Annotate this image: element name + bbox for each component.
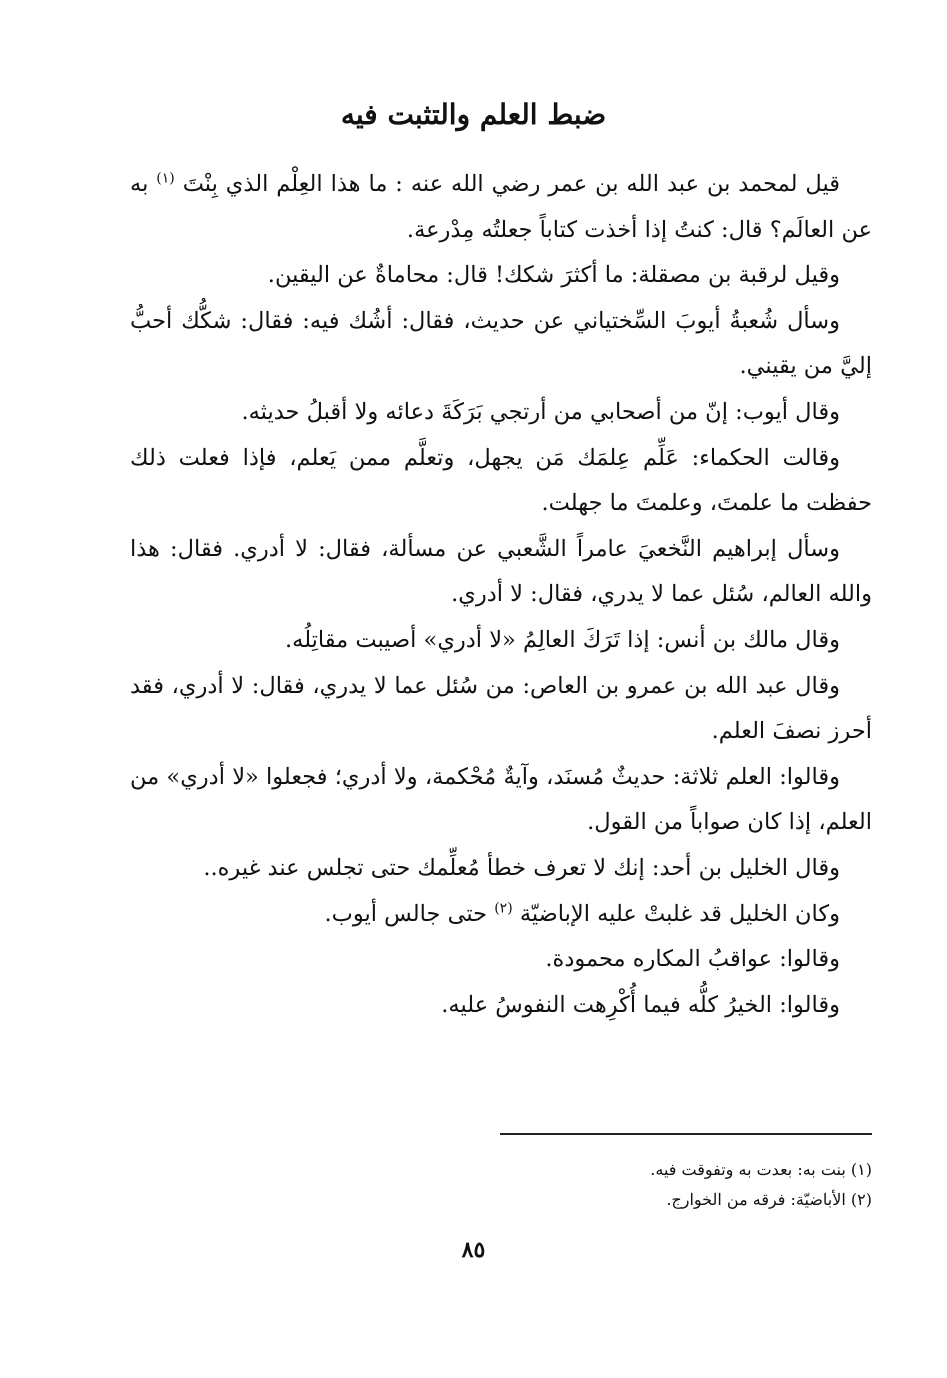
paragraph: وقال مالك بن أنس: إذا تَرَكَ العالِمُ «لا أدري» أصيبت مقاتِلُه.	[285, 626, 840, 653]
paragraph: وقال أيوب: إنّ من أصحابي من أرتجي بَرَكَةَ دعائه ولا أقبلُ حديثه.	[241, 398, 840, 425]
footnote-divider	[500, 1133, 872, 1135]
footnotes	[130, 1155, 872, 1215]
paragraph-text: حتى جالس أيوب.	[324, 900, 488, 927]
paragraph: وقال عبد الله بن عمرو بن العاص: من سُئل عما لا يدري، فقال: لا أدري، فقد أحرز نصفَ العلم.	[130, 672, 872, 745]
paragraph: وقالوا: الخيرُ كلُّه فيما أُكْرِهت النفوسُ عليه.	[441, 991, 840, 1018]
footnote: (٢) الأباضيّة: فرقه من الخوارج.	[666, 1190, 872, 1209]
paragraph-text: به عن العالَم؟ قال: كنتُ إذا أخذت كتاباً جعلتُه مِدْرعة.	[130, 171, 872, 243]
paragraph-text: وكان الخليل قد غلبتْ عليه الإباضيّة	[519, 900, 840, 927]
paragraph: وسأل شُعبةُ أيوبَ السِّختياني عن حديث، فقال: أشُك فيه: فقال: شكُّك أحبُّ إليَّ من يقيني.	[130, 307, 872, 380]
paragraph	[130, 892, 872, 938]
paragraph: وقالوا: العلم ثلاثة: حديثٌ مُسنَد، وآيةٌ مُحْكمة، ولا أدري؛ فجعلوا «لا أدري» من العلم، إذا كان صواباً من القول.	[130, 763, 872, 836]
footnote-marker: (٢)	[494, 900, 513, 916]
body-text	[130, 162, 872, 1028]
paragraph: وقال الخليل بن أحد: إنك لا تعرف خطأ مُعلِّمك حتى تجلس عند غيره..	[203, 854, 840, 881]
paragraph-text: قيل لمحمد بن عبد الله بن عمر رضي الله عنه : ما هذا العِلْم الذي بِنْتَ	[182, 171, 841, 197]
paragraph	[130, 162, 872, 253]
page-number: ٨٥	[461, 1237, 486, 1263]
paragraph: وقيل لرقبة بن مصقلة: ما أكثرَ شكك! قال: محاماةٌ عن اليقين.	[267, 262, 840, 289]
paragraph: وقالت الحكماء: عَلِّم عِلمَك مَن يجهل، وتعلَّم ممن يَعلم، فإذا فعلت ذلك حفظت ما علمتَ، وعلمتَ ما جهلت.	[130, 444, 872, 517]
footnote-marker: (١)	[156, 170, 175, 187]
paragraph: وقالوا: عواقبُ المكاره محمودة.	[545, 946, 840, 973]
footnote: (١) بنت به: بعدت به وتفوقت فيه.	[650, 1160, 872, 1179]
paragraph: وسأل إبراهيم النَّخعيَ عامراً الشَّعبي عن مسألة، فقال: لا أدري. فقال: هذا والله العالم، سُئل عما لا يدري، فقال: لا أدري.	[130, 535, 872, 608]
page-title: ضبط العلم والتثبت فيه	[340, 98, 607, 131]
